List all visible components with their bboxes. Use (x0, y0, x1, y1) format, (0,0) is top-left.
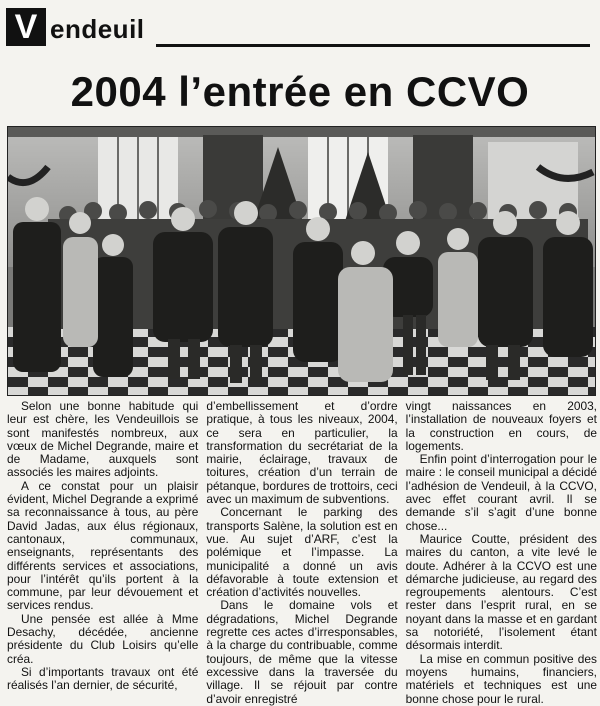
article-column-2 (206, 399, 398, 706)
paragraph: Si d’importants travaux ont été réalisés l’an dernier, de sécurité, (7, 664, 199, 693)
paragraph: d’embellissement et d’ordre pratique, à tous les niveaux, 2004, ce sera en particulier, la transformation du secrétariat de la mairie, éclairage, travaux de toitures, création d’un terrain de pétanque, bordures de trottoirs, ceci avec un maximum de subventions. (206, 399, 398, 507)
article-headline: 2004 l’entrée en CCVO (70, 68, 530, 115)
paragraph: vingt naissances en 2003, l’installation de nouveaux foyers et la construction en cours, de logements. (405, 399, 597, 453)
article-column-3 (405, 399, 597, 706)
section-initial: V (6, 8, 46, 46)
paragraph: Maurice Coutte, président des maires du canton, a vite levé le doute. Adhérer à la CCVO est une démarche judicieuse, au regard des regroupements alentours. C’est rester dans l’esprit rural, en se noyant dans la masse et en gardant sa notoriété, l’isolement étant désormais interdit. (405, 531, 597, 653)
paragraph: Dans le domaine vols et dégradations, Michel Degrande regrette ces actes d’irresponsables, à la charge du contribuable, comme toujours, de même que la vitesse excessive dans la traversée du village. Il se réjouit par contre d’avoir enregistré (206, 598, 398, 706)
paragraph: La mise en commun positive des moyens humains, financiers, matériels et techniques est une bonne chose pour le rural. (405, 651, 597, 706)
paragraph: A ce constat pour un plaisir évident, Michel Degrande a exprimé sa reconnaissance à tous, au père David Jadas, aux élus régionaux, cantonaux, communaux, enseignants, représentants des différents services et associations, pour l’intérêt qu’ils portent à la commune, par leur dévouement et services rendus. (7, 478, 199, 613)
paragraph: Selon une bonne habitude qui leur est chère, les Vendeuillois se sont manifestés nombreux, aux vœux de Michel Degrande, maire et de Madame, auxquels sont associés les maires adjoints. (7, 399, 199, 480)
page-header (6, 6, 594, 46)
crowd-photo (7, 126, 596, 396)
paragraph: Concernant le parking des transports Salène, la solution est en vue. Au sujet d’ARF, c’est la polémique et l’impasse. La municipalité a donné un avis défavorable à toute extension et création d’activités nouvelles. (206, 505, 398, 600)
paragraph: Enfin point d’interrogation pour le maire : le conseil municipal a décidé l’adhésion de Vendeuil, à la CCVO, avec effet courant avril. Il se demande s’il s’agit d’une bonne chose... (405, 452, 597, 533)
header-rule (156, 44, 590, 47)
article-column-1 (7, 399, 199, 693)
paragraph: Une pensée est allée à Mme Desachy, décédée, ancienne présidente du Club Loisirs qu’elle créa. (7, 611, 199, 666)
section-place-name: endeuil (50, 14, 145, 44)
article-body (7, 399, 597, 706)
